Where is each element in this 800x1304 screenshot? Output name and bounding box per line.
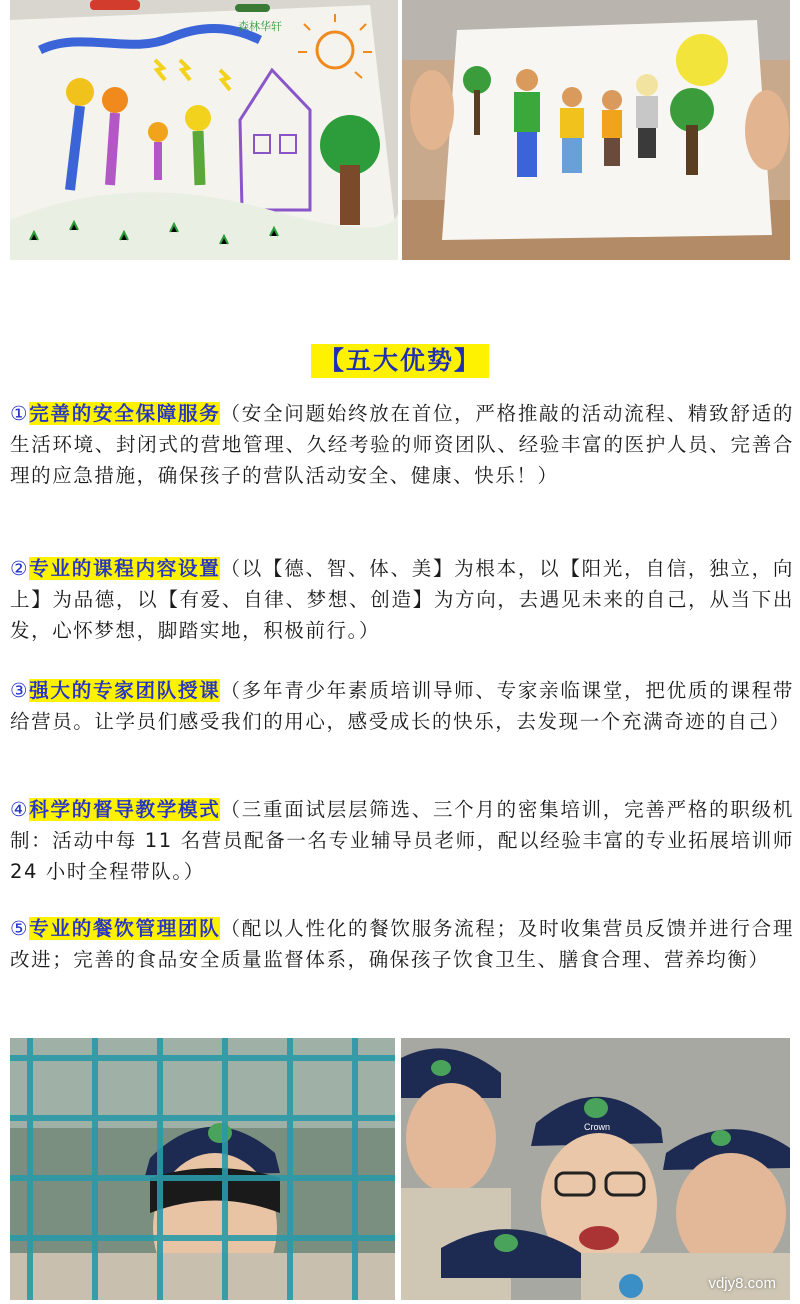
advantage-number: ④ — [10, 798, 30, 821]
advantage-description: （配以人性化的餐饮服务流程；及时收集营员反馈并进行合理改进；完善的食品安全质量监督体系，确保孩子饮食卫生、膳食合理、营养均衡） — [10, 917, 794, 971]
section-title — [0, 344, 800, 378]
advantage-number: ⑤ — [10, 917, 30, 940]
section-title-text: 【五大优势】 — [311, 344, 489, 378]
drawing-signature: 森林华轩 — [238, 20, 282, 33]
advantage-number: ① — [10, 402, 30, 425]
advantage-number: ③ — [10, 679, 30, 702]
advantage-description: （三重面试层层筛选、三个月的密集培训，完善严格的职级机制：活动中每 11 名营员配备一名专业辅导员老师，配以经验丰富的专业拓展培训师 24 小时全程带队。） — [10, 798, 794, 883]
advantage-item-4 — [10, 794, 794, 887]
advantage-item-3 — [10, 675, 794, 737]
advantage-description: （以【德、智、体、美】为根本，以【阳光，自信，独立，向上】为品德，以【有爱、自律、梦想、创造】为方向，去遇见未来的自己，从当下出发，心怀梦想，脚踏实地，积极前行。） — [10, 557, 794, 642]
students-with-caps-photo — [401, 1038, 790, 1300]
watermark-text: vdjy8.com — [708, 1275, 776, 1292]
advantage-item-2 — [10, 553, 794, 646]
cap-logo-text: Crown — [584, 1122, 611, 1132]
advantage-description: （多年青少年素质培训导师、专家亲临课堂，把优质的课程带给营员。让学员们感受我们的用心，感受成长的快乐，去发现一个充满奇迹的自己） — [10, 679, 794, 733]
advantage-number: ② — [10, 557, 30, 580]
advantage-title: 完善的安全保障服务 — [29, 402, 221, 425]
children-drawing-photo-left — [10, 0, 398, 260]
advantage-title: 科学的督导教学模式 — [29, 798, 221, 821]
advantage-item-5 — [10, 913, 794, 975]
advantage-title: 专业的餐饮管理团队 — [29, 917, 221, 940]
advantage-title: 强大的专家团队授课 — [29, 679, 221, 702]
children-drawing-photo-right — [402, 0, 790, 260]
student-behind-net-photo — [10, 1038, 395, 1300]
advantage-description: （安全问题始终放在首位，严格推敲的活动流程、精致舒适的生活环境、封闭式的营地管理、久经考验的师资团队、经验丰富的医护人员、完善合理的应急措施，确保孩子的营队活动安全、健康、快乐！） — [10, 402, 794, 487]
advantage-title: 专业的课程内容设置 — [29, 557, 221, 580]
advantage-item-1 — [10, 398, 794, 491]
